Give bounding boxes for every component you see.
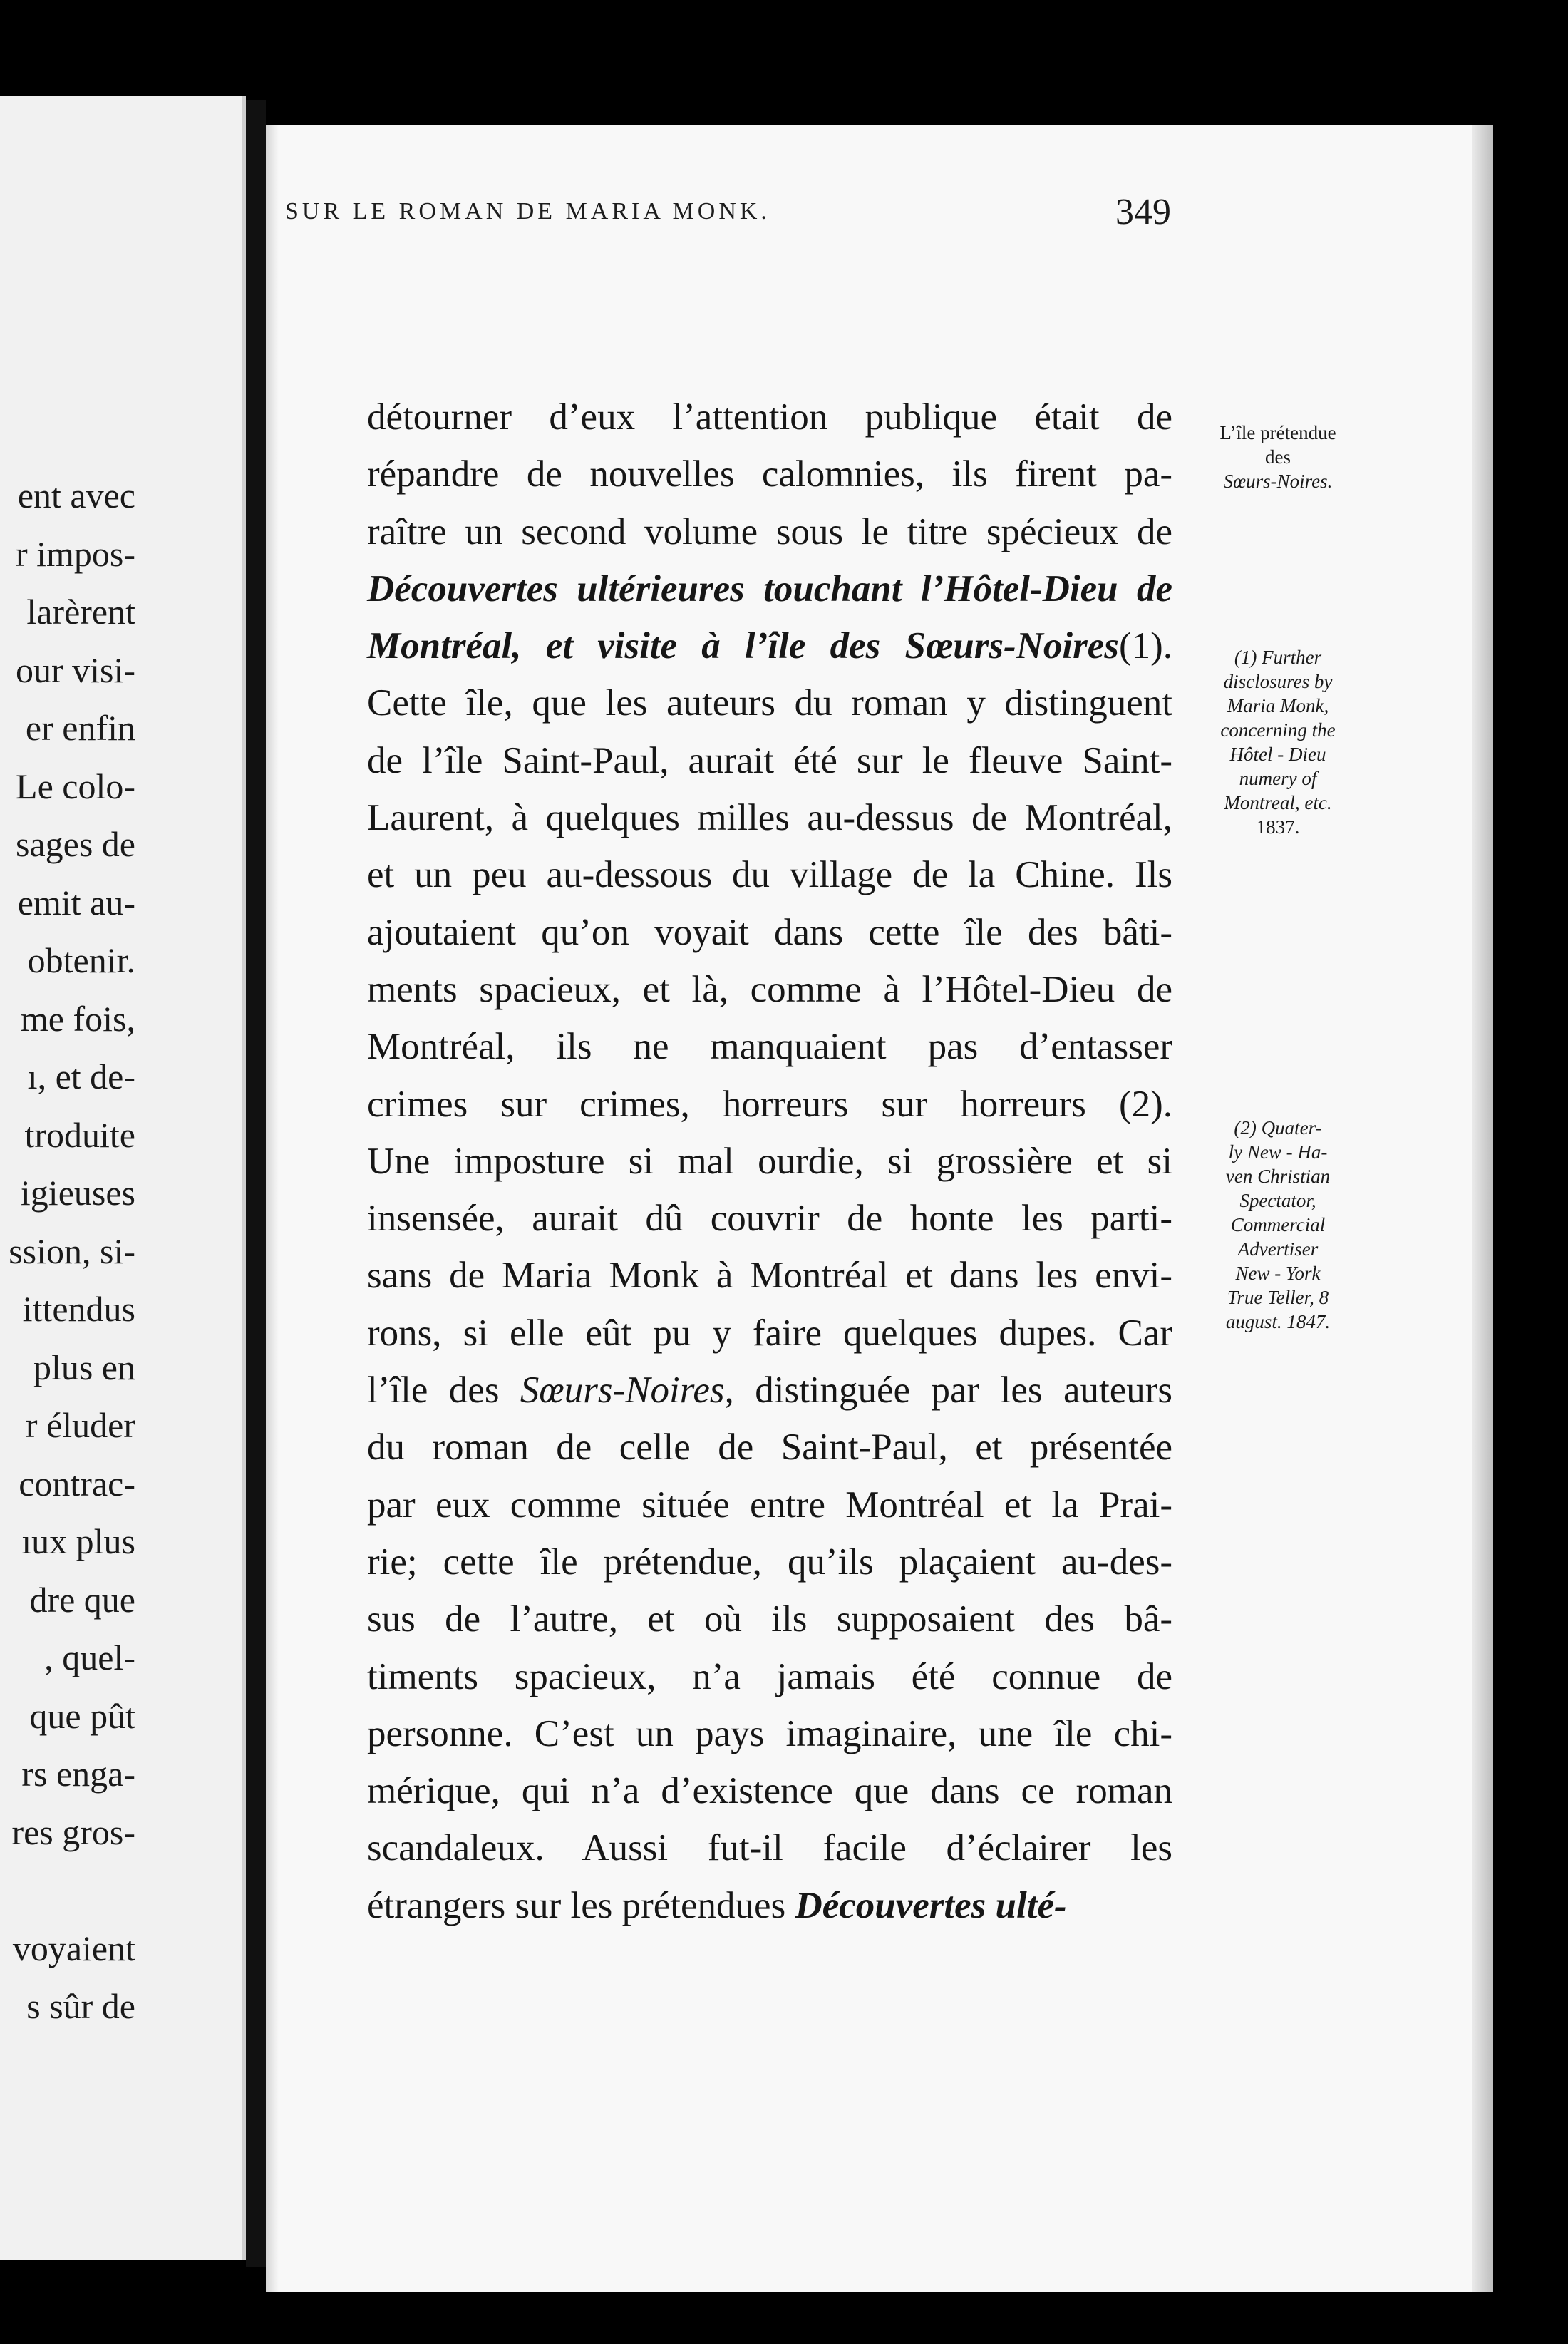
body-line: du roman de celle de Saint-Paul, et présentée (367, 1427, 1172, 1469)
body-line (367, 617, 1172, 674)
body-line: ments spacieux, et là, comme à l’Hôtel-Dieu de (367, 968, 1172, 1010)
body-line (367, 1362, 1172, 1419)
body-line: rons, si elle eût pu y faire quelques dupes. Car (367, 1312, 1172, 1354)
previous-page-line: obtenir. (27, 940, 135, 980)
previous-page-line: me fois, (20, 998, 135, 1039)
previous-page-line: res gros- (11, 1811, 135, 1852)
page-number: 349 (1115, 192, 1171, 232)
body-line (367, 560, 1172, 617)
previous-page-line: rs enga- (21, 1754, 135, 1794)
footnote-line: 1837. (1256, 816, 1300, 838)
body-line: détourner d’eux l’attention publique était de (367, 396, 1172, 438)
footnote-line: New - York (1235, 1263, 1321, 1284)
footnote-line: Spectator, (1239, 1190, 1316, 1211)
footnote-line: (2) Quater- (1234, 1117, 1322, 1138)
previous-page-line: emit au- (17, 882, 135, 922)
body-line: timents spacieux, n’a jamais été connue de (367, 1655, 1172, 1697)
previous-page-line: dre que (29, 1579, 135, 1620)
previous-page-line: troduite (24, 1114, 135, 1155)
italic-title: Découvertes ultérieures touchant l’Hôtel-Dieu de (367, 567, 1172, 610)
italic-name: Sœurs-Noires, (520, 1369, 734, 1412)
page-edge-shadow (1472, 125, 1493, 2292)
body-fragment: l’île des (367, 1369, 520, 1412)
page-inner-shadow (266, 125, 279, 2292)
previous-page-line: larèrent (26, 592, 135, 632)
sidenote-line: des (1265, 446, 1291, 468)
body-line: Laurent, à quelques milles au-dessus de Montréal, (367, 797, 1172, 839)
sidenote-line: Sœurs-Noires. (1223, 471, 1333, 492)
body-line: scandaleux. Aussi fut-il facile d’éclairer les (367, 1827, 1172, 1869)
body-fragment: étrangers sur les prétendues (367, 1884, 795, 1926)
previous-page-line: ent avec (17, 476, 135, 515)
previous-page-line: plus en (33, 1347, 135, 1387)
footnote-1 (1189, 645, 1367, 839)
body-line: sans de Maria Monk à Montréal et dans les envi- (367, 1255, 1172, 1297)
sidenote-line: L’île prétendue (1219, 422, 1336, 443)
previous-page-line: Le colo- (16, 766, 135, 806)
body-line: ajoutaient qu’on voyait dans cette île des bâti- (367, 911, 1172, 953)
body-line (367, 1877, 1172, 1934)
footnote-line: disclosures by (1223, 671, 1333, 692)
body-line: par eux comme située entre Montréal et la Prai- (367, 1484, 1172, 1526)
previous-page-line: que pût (29, 1695, 135, 1736)
previous-page-line: r impos- (15, 533, 135, 574)
body-line: Cette île, que les auteurs du roman y distinguent (367, 682, 1172, 724)
footnote-line: ly New - Ha- (1228, 1141, 1328, 1163)
footnote-line: Advertiser (1237, 1238, 1319, 1260)
sidenote (1189, 421, 1367, 493)
body-line: répandre de nouvelles calomnies, ils firent pa- (367, 453, 1172, 495)
body-line: raître un second volume sous le titre spécieux de (367, 510, 1172, 552)
body-line: Montréal, ils ne manquaient pas d’entasser (367, 1026, 1172, 1068)
footnote-line: Maria Monk, (1227, 695, 1329, 716)
body-line: sus de l’autre, et où ils supposaient des bâ- (367, 1598, 1172, 1640)
body-fragment: distinguée par les auteurs (733, 1369, 1172, 1412)
footnote-line: (1) Further (1234, 647, 1322, 668)
footnote-line: Hôtel - Dieu (1229, 744, 1326, 765)
body-line: et un peu au-dessous du village de la Chine. Ils (367, 854, 1172, 896)
previous-page-line: our visi- (15, 649, 135, 690)
footnote-line: numery of (1239, 768, 1317, 789)
body-line: de l’île Saint-Paul, aurait été sur le fleuve Saint- (367, 739, 1172, 781)
previous-page-line: s sûr de (26, 1986, 135, 2026)
footnote-line: august. 1847. (1225, 1311, 1331, 1332)
previous-page-line: contrac- (19, 1463, 135, 1503)
footnote-line: True Teller, 8 (1227, 1287, 1329, 1308)
body-line: Une imposture si mal ourdie, si grossière et si (367, 1140, 1172, 1182)
previous-page-line (0, 1861, 242, 1920)
previous-page-line: ssion, si- (9, 1230, 135, 1271)
body-line: insensée, aurait dû couvrir de honte les parti- (367, 1198, 1172, 1240)
running-head: SUR LE ROMAN DE MARIA MONK. (285, 198, 770, 225)
previous-page-line: sages de (16, 824, 135, 864)
footnote-2 (1189, 1116, 1367, 1334)
previous-page-line: voyaient (12, 1928, 135, 1968)
body-line: personne. C’est un pays imaginaire, une île chi- (367, 1712, 1172, 1754)
footnote-line: Montreal, etc. (1224, 792, 1332, 813)
previous-page-line: , quel- (44, 1638, 135, 1677)
previous-page-text (0, 467, 242, 2036)
previous-page (0, 96, 246, 2260)
body-line: rie; cette île prétendue, qu’ils plaçaient au-des- (367, 1541, 1172, 1583)
footnote-ref-1: (1). (1118, 625, 1172, 667)
footnote-line: ven Christian (1225, 1166, 1331, 1187)
footnote-line: concerning the (1220, 719, 1336, 741)
book-gutter (246, 100, 266, 2267)
previous-page-line: r éluder (25, 1405, 135, 1445)
italic-title: Découvertes ulté- (795, 1884, 1067, 1926)
footnote-line: Commercial (1230, 1214, 1326, 1235)
body-line: crimes sur crimes, horreurs sur horreurs (2). (367, 1083, 1172, 1125)
previous-page-line: ittendus (22, 1289, 135, 1329)
previous-page-line: igieuses (20, 1173, 135, 1213)
italic-title: Montréal, et visite à l’île des Sœurs-Noires (367, 625, 1119, 667)
previous-page-line: ı, et de- (27, 1057, 135, 1096)
previous-page-line: er enfin (25, 708, 135, 748)
previous-page-line: ıux plus (21, 1521, 135, 1561)
body-line: mérique, qui n’a d’existence que dans ce roman (367, 1770, 1172, 1812)
body-text (367, 389, 1172, 1934)
